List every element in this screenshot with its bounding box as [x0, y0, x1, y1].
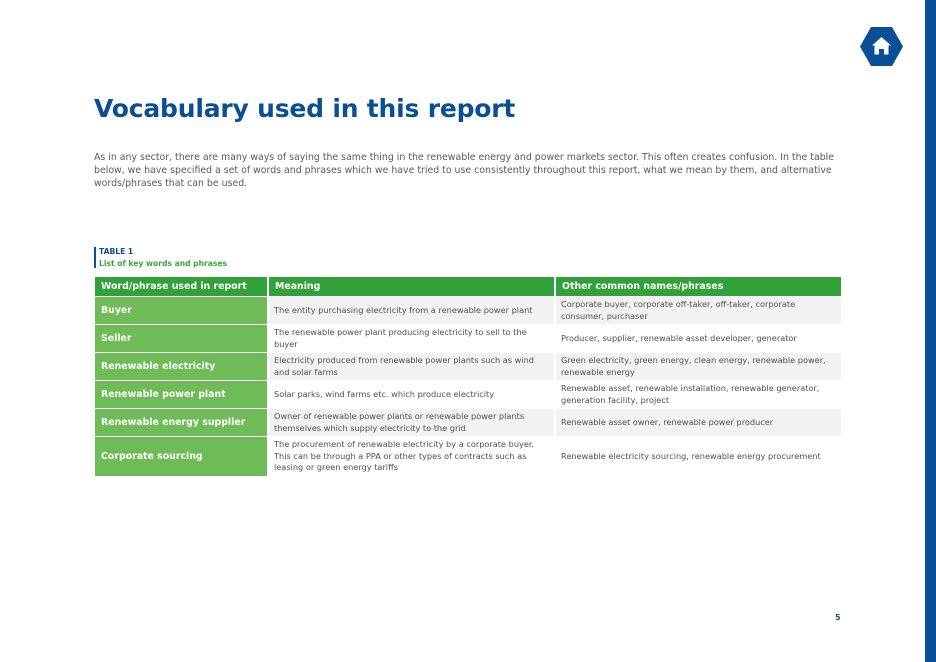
table-row	[95, 297, 841, 325]
table-header-row	[95, 277, 841, 297]
meaning-cell: Electricity produced from renewable power plants such as wind and solar farms	[268, 353, 555, 381]
meaning-cell: The entity purchasing electricity from a renewable power plant	[268, 297, 555, 325]
page-title: Vocabulary used in this report	[94, 94, 516, 123]
term-cell: Renewable power plant	[95, 381, 268, 409]
meaning-cell: Owner of renewable power plants or renewable power plants themselves which supply electricity to the grid	[268, 409, 555, 437]
term-cell: Buyer	[95, 297, 268, 325]
table-caption-text: List of key words and phrases	[99, 259, 228, 268]
home-icon	[860, 27, 903, 66]
meaning-cell: The procurement of renewable electricity by a corporate buyer. This can be through a PPA or other types of contracts such as leasing or green energy tariffs	[268, 437, 555, 476]
intro-paragraph: As in any sector, there are many ways of saying the same thing in the renewable energy and power markets sector. This often creates confusion. In the table below, we have specified a set of words and phrases which we have tried to use consistently throughout this report, what we mean by them, and alternative words/phrases that can be used.	[94, 152, 835, 189]
table-row	[95, 325, 841, 353]
table-caption	[94, 247, 227, 268]
other-names-cell: Green electricity, green energy, clean energy, renewable power, renewable energy	[555, 353, 841, 381]
table-row	[95, 353, 841, 381]
vocabulary-table	[95, 277, 841, 476]
meaning-cell: Solar parks, wind farms etc. which produce electricity	[268, 381, 555, 409]
page-number: 5	[835, 613, 841, 622]
other-names-cell: Renewable asset owner, renewable power producer	[555, 409, 841, 437]
other-names-cell: Renewable asset, renewable installation, renewable generator, generation facility, project	[555, 381, 841, 409]
table-label: TABLE 1	[99, 247, 134, 256]
table-row	[95, 381, 841, 409]
other-names-cell: Corporate buyer, corporate off-taker, off-taker, corporate consumer, purchaser	[555, 297, 841, 325]
term-cell: Corporate sourcing	[95, 437, 268, 476]
table-row	[95, 409, 841, 437]
table-row	[95, 437, 841, 476]
term-cell: Renewable energy supplier	[95, 409, 268, 437]
column-header-term: Word/phrase used in report	[95, 277, 268, 297]
other-names-cell: Renewable electricity sourcing, renewable energy procurement	[555, 437, 841, 476]
home-button[interactable]	[860, 27, 903, 66]
column-header-meaning: Meaning	[268, 277, 555, 297]
column-header-other: Other common names/phrases	[555, 277, 841, 297]
meaning-cell: The renewable power plant producing electricity to sell to the buyer	[268, 325, 555, 353]
term-cell: Renewable electricity	[95, 353, 268, 381]
other-names-cell: Producer, supplier, renewable asset developer, generator	[555, 325, 841, 353]
term-cell: Seller	[95, 325, 268, 353]
right-edge-bar	[925, 0, 936, 662]
